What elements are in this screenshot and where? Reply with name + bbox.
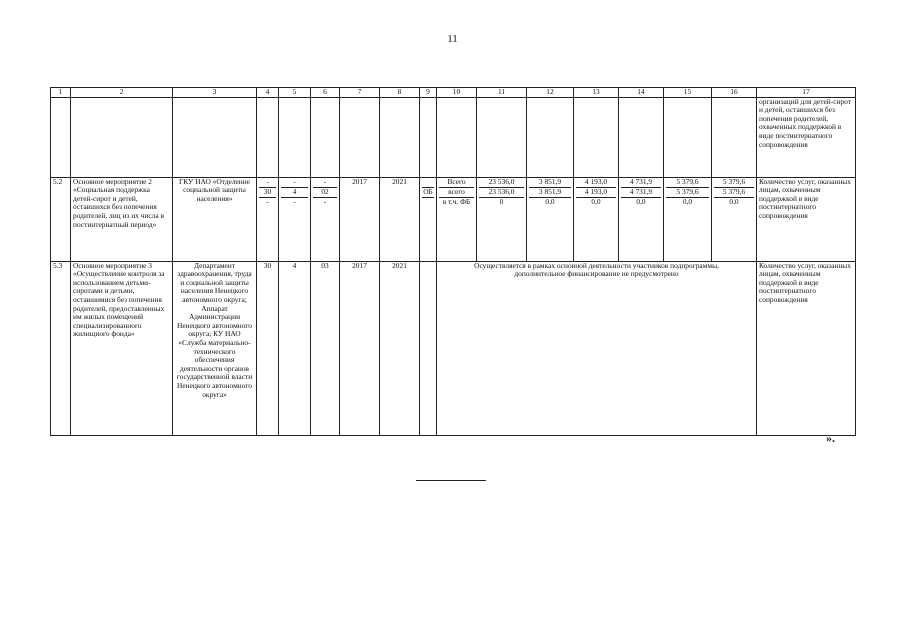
row-number: 5.2 (51, 177, 71, 261)
indicator-cell: Количество услуг, оказанных лицам, охваченным поддержкой в виде постинтернатного сопровождения (757, 177, 856, 261)
end-year: 2021 (380, 177, 420, 261)
table-row-5-2 (51, 177, 856, 261)
measure-name: Основное мероприятие 3 «Осуществление контроля за использованием детьми-сиротами и детьми, оставшимися без попечения родителей, предоставленных им жилых помещений специализированного жилищного фонда» (71, 261, 173, 435)
column-header: 4 (257, 88, 279, 98)
column-header: 14 (619, 88, 664, 98)
column-header: 11 (477, 88, 527, 98)
funding-type: Всего всего в т.ч. ФБ (437, 177, 477, 261)
column-header: 5 (279, 88, 311, 98)
row-number: 5.3 (51, 261, 71, 435)
executor-cell: ГКУ НАО «Отделение социальной защиты населения» (173, 177, 257, 261)
table-row-5-3 (51, 261, 856, 435)
code-col6: 03 (311, 261, 340, 435)
end-year: 2021 (380, 261, 420, 435)
column-header: 7 (340, 88, 380, 98)
continuation-row (51, 97, 856, 177)
amount-2017: 3 851,9 3 851,9 0,0 (527, 177, 574, 261)
column-header: 3 (173, 88, 257, 98)
code-col5: 4 (279, 261, 311, 435)
closing-mark: ». (826, 431, 835, 445)
page-number: 11 (447, 33, 458, 45)
code-col4: - 30 - (257, 177, 279, 261)
code-col6: - 02 - (311, 177, 340, 261)
indicator-cell: Количество услуг, оказанных лицам, охваченным поддержкой в виде постинтернатного сопровождения (757, 261, 856, 435)
indicator-cell: организаций для детей-сирот и детей, оставшихся без попечения родителей, охваченных поддержкой в виде постинтернатного сопровождения (757, 97, 856, 177)
amount-2020: 5 379,6 5 379,6 0,0 (664, 177, 712, 261)
column-header: 1 (51, 88, 71, 98)
start-year: 2017 (340, 177, 380, 261)
column-header: 13 (574, 88, 619, 98)
column-header: 10 (437, 88, 477, 98)
source-code: ОБ (420, 177, 437, 261)
code-col4: 30 (257, 261, 279, 435)
amount-total: 23 536,0 23 536,0 0 (477, 177, 527, 261)
measure-name: Основное мероприятие 2 «Социальная поддержка детей-сирот и детей, оставшихся без попечения родителей, лиц из их числа в постинтернатный период» (71, 177, 173, 261)
column-header: 16 (712, 88, 757, 98)
column-header: 2 (71, 88, 173, 98)
column-header: 12 (527, 88, 574, 98)
table-header-row (51, 88, 856, 98)
column-header: 15 (664, 88, 712, 98)
amount-2021: 5 379,6 5 379,6 0,0 (712, 177, 757, 261)
financing-note: Осуществляется в рамках основной деятельности участников подпрограммы, дополнительное финансирование не предусмотрено (437, 261, 757, 435)
start-year: 2017 (340, 261, 380, 435)
executor-cell: Департамент здравоохранения, труда и социальной защиты населения Ненецкого автономного округа; Аппарат Администрации Ненецкого автономного округа; КУ НАО «Служба материально-технического обеспечения деятельности органов государственной власти Ненецкого автономного округа» (173, 261, 257, 435)
footer-rule (416, 480, 486, 481)
amount-2018: 4 193,0 4 193,0 0,0 (574, 177, 619, 261)
code-col5: - 4 - (279, 177, 311, 261)
column-header: 8 (380, 88, 420, 98)
column-header: 6 (311, 88, 340, 98)
column-header: 9 (420, 88, 437, 98)
amount-2019: 4 731,9 4 731,9 0,0 (619, 177, 664, 261)
column-header: 17 (757, 88, 856, 98)
program-table (50, 87, 856, 436)
